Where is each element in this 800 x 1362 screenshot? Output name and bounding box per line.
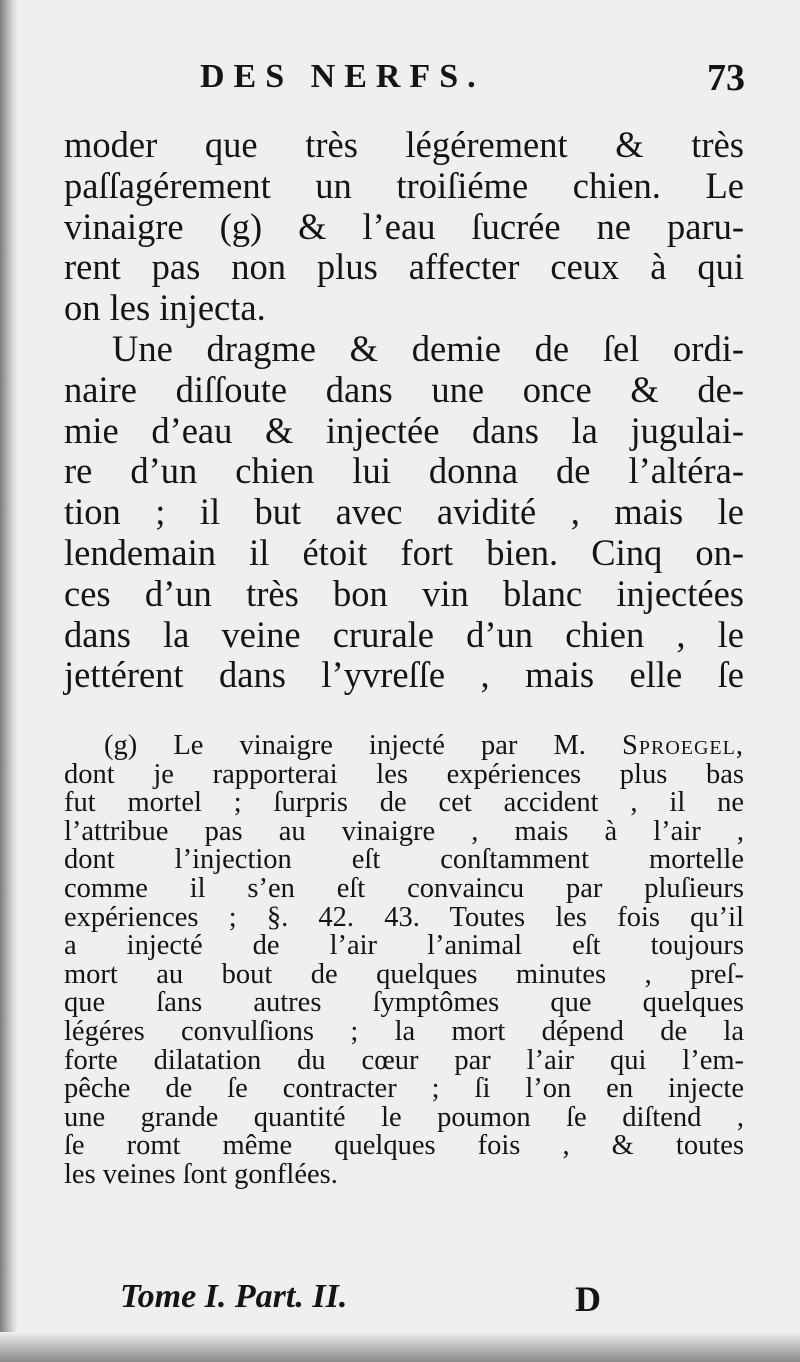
footnote-line: mort au bout de quelques minutes , preſ-	[64, 958, 744, 990]
page-header	[200, 50, 745, 100]
volume-reference: Tome I. Part. II.	[120, 1278, 348, 1315]
footnote-line: légéres convulſions ; la mort dépend de la	[64, 1015, 744, 1047]
text-line: vinaigre (g) & l’eau ſucrée ne paru-	[64, 205, 744, 247]
text-line: rent pas non plus affecter ceux à qui	[64, 246, 744, 288]
footnote-line: comme il s’en eſt convaincu par pluſieurs	[64, 872, 744, 904]
text-line: mie d’eau & injectée dans la jugulai-	[64, 409, 744, 451]
text-line: tion ; il but avec avidité , mais le	[64, 491, 744, 533]
text-line: moder que très légérement & très	[64, 124, 744, 165]
text-line: lendemain il étoit fort bien. Cinq on-	[64, 531, 744, 573]
footnote-line: dont l’injection eſt conſtamment mortelle	[64, 844, 744, 876]
footnote-line: l’attribue pas au vinaigre , mais à l’air ,	[64, 815, 744, 847]
running-title: DES NERFS.	[200, 58, 485, 95]
footnote-line: ſe romt même quelques fois , & toutes	[64, 1130, 744, 1162]
text-line: naire diſſoute dans une once & de-	[64, 368, 744, 410]
footnote-line: que ſans autres ſymptômes que quelques	[64, 987, 744, 1019]
signature-mark: D	[575, 1279, 601, 1319]
footnote-line: a injecté de l’air l’animal eſt toujours	[64, 930, 744, 962]
page-shadow-left	[0, 0, 18, 1362]
page-footer	[120, 1278, 620, 1326]
text-line: on les injecta.	[64, 287, 266, 329]
text-line: ces d’un très bon vin blanc injectées	[64, 572, 744, 614]
text-line: jettérent dans l’yvreſſe , mais elle ſe	[64, 654, 744, 696]
footnote-line: fut mortel ; ſurpris de cet accident , il ne	[64, 787, 744, 819]
footnote-line: dont je rapporterai les expériences plus bas	[64, 758, 744, 790]
text-line: re d’un chien lui donna de l’altéra-	[64, 450, 744, 492]
page-shadow-bottom	[0, 1332, 800, 1362]
footnote-lead: (g) Le vinaigre injecté par M.	[104, 730, 586, 761]
footnote	[64, 732, 744, 1190]
footnote-line: une grande quantité le poumon ſe diſtend ,	[64, 1101, 744, 1133]
author-name: Sproegel,	[622, 730, 744, 761]
text-line: Une dragme & demie de ſel ordi-	[112, 327, 744, 369]
page-number: 73	[707, 57, 745, 99]
footnote-line	[64, 732, 744, 761]
footnote-line: les veines ſont gonflées.	[64, 1158, 338, 1190]
text-line: dans la veine crurale d’un chien , le	[64, 613, 744, 655]
footnote-line: pêche de ſe contracter ; ſi l’on en injecte	[64, 1073, 744, 1105]
footnote-line: expériences ; §. 42. 43. Toutes les fois qu’il	[64, 901, 744, 933]
main-text	[64, 125, 744, 696]
footnote-line: forte dilatation du cœur par l’air qui l’em-	[64, 1044, 744, 1076]
text-line: paſſagérement un troiſiéme chien. Le	[64, 164, 744, 206]
